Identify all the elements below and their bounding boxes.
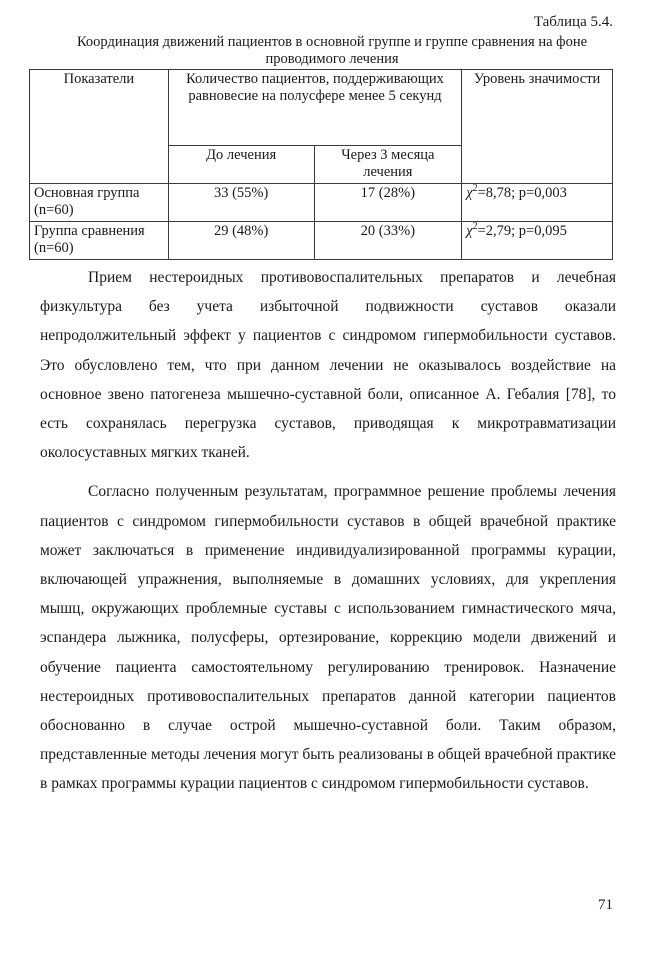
chi-exponent: 2 (472, 183, 478, 195)
row-significance (462, 184, 613, 222)
row-before-value: 33 (55%) (168, 184, 314, 222)
row-before-value: 29 (48%) (168, 222, 314, 260)
body-text (40, 263, 616, 799)
paragraph: Прием нестероидных противовоспалительных препаратов и лечебная физкультура без учета избыточной подвижности суставов оказали непродолжительный эффект у пациентов с синдромом гипермобильности суставов. Это обусловлено тем, что при данном лечении не оказывалось воздействие на основное звено патогенеза мышечно-суставной боли, описанное А. Гебалия [78], то есть сохранялась перегрузка суставов, приводящая к микротравматизации околосуставных мягких тканей. (40, 269, 616, 462)
row-after-value: 17 (28%) (314, 184, 462, 222)
table-title: Координация движений пациентов в основной группе и группе сравнения на фоне проводимого лечения (76, 34, 588, 67)
page-number: 71 (598, 897, 613, 913)
table-label: Таблица 5.4. (533, 14, 613, 30)
table-header-row (30, 70, 613, 146)
header-patient-count: Количество пациентов, поддерживающих равновесие на полусфере менее 5 секунд (168, 70, 461, 146)
row-after-value: 20 (33%) (314, 222, 462, 260)
chi-symbol: χ (466, 185, 473, 201)
chi-symbol: χ (466, 223, 473, 239)
header-indicator: Показатели (30, 70, 169, 184)
row-group-name: Группа сравнения (n=60) (30, 222, 169, 260)
results-table (29, 69, 613, 260)
header-significance: Уровень значимости (462, 70, 613, 184)
row-group-name: Основная группа (n=60) (30, 184, 169, 222)
header-after-3-months: Через 3 месяца лечения (314, 146, 462, 184)
header-before-treatment: До лечения (168, 146, 314, 184)
significance-value: =2,79; р=0,095 (477, 223, 567, 239)
table-row (30, 222, 613, 260)
significance-value: =8,78; р=0,003 (477, 185, 567, 201)
paragraph: Согласно полученным результатам, программное решение проблемы лечения пациентов с синдромом гипермобильности суставов в общей врачебной практике может заключаться в применение индивидуализированной программы курации, включающей упражнения, выполняемые в домашних условиях, для укрепления мышц, окружающих проблемные суставы с использованием гимнастического мяча, эспандера лыжника, полусферы, ортезирование, коррекцию модели движений и обучение пациента самостоятельному регулированию тренировок. Назначение нестероидных противовоспалительных препаратов данной категории пациентов обоснованно в случае острой мышечно-суставной боли. Таким образом, представленные методы лечения могут быть реализованы в общей врачебной практике в рамках программы курации пациентов с синдромом гипермобильности суставов. (40, 483, 616, 793)
row-significance (462, 222, 613, 260)
chi-exponent: 2 (472, 221, 478, 233)
table-row (30, 184, 613, 222)
